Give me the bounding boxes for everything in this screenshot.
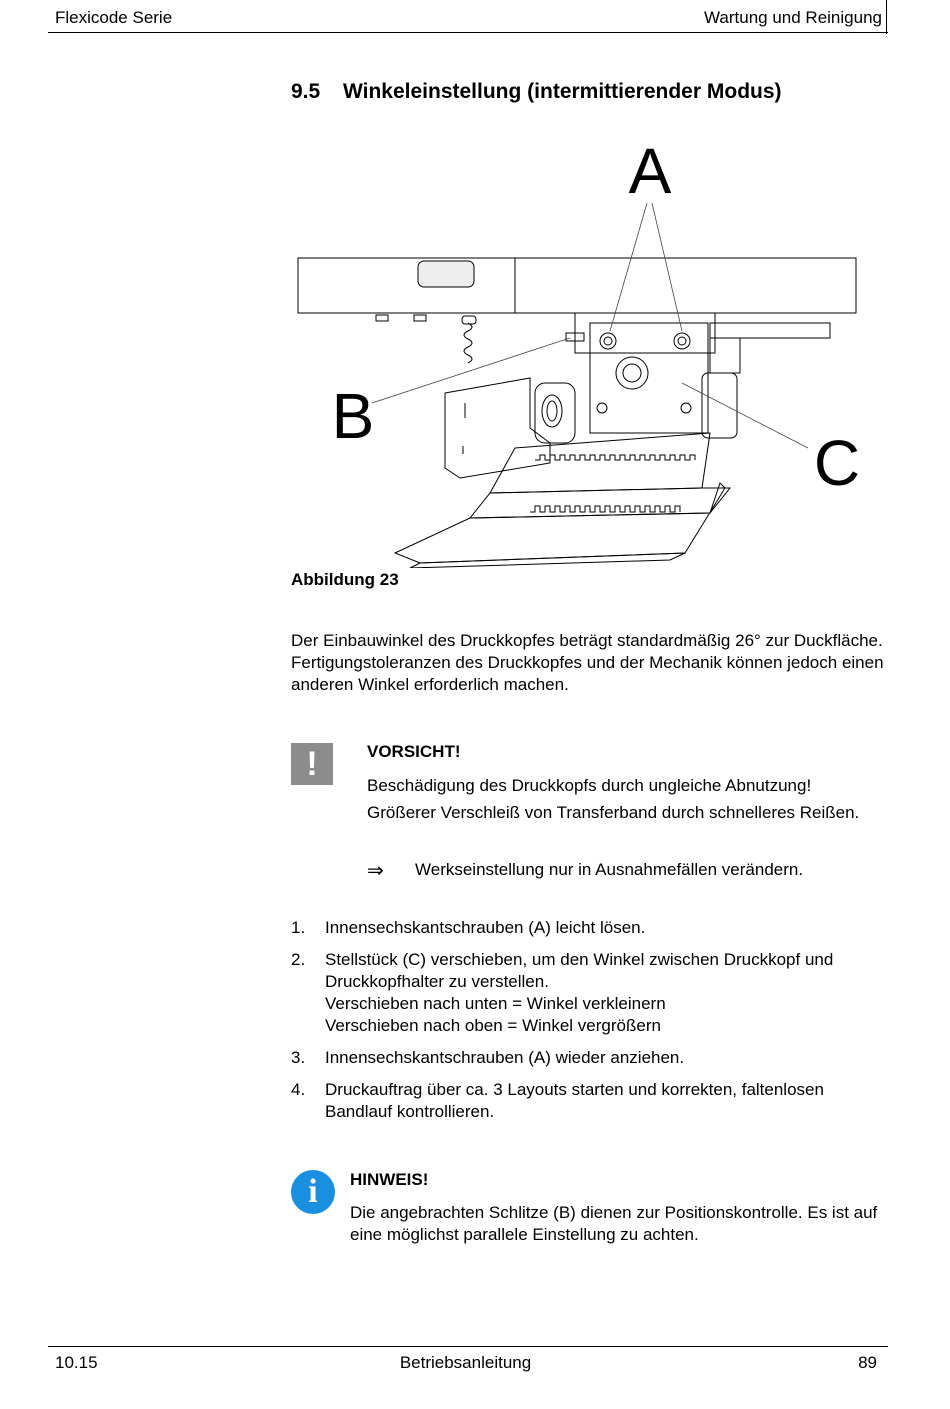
- step-text: Druckauftrag über ca. 3 Layouts starten und korrekten, faltenlosen Bandlauf kontrollieren.: [325, 1080, 824, 1121]
- label-c: C: [813, 427, 861, 499]
- hex-screw-left: [600, 333, 616, 349]
- mounting-plate: [298, 258, 856, 313]
- printhead-top: [490, 433, 710, 493]
- note-text: Die angebrachten Schlitze (B) dienen zur Positionskontrolle. Es ist auf eine möglichst parallele Einstellung zu achten.: [350, 1203, 878, 1244]
- header-product: Flexicode Serie: [55, 8, 173, 27]
- header-rule: [48, 32, 888, 33]
- section-heading: [291, 80, 782, 104]
- warning-action: Werkseinstellung nur in Ausnahmefällen verändern.: [415, 860, 804, 879]
- printhead-figure: [290, 128, 890, 568]
- step-number: 1.: [291, 918, 306, 937]
- intro-paragraph: Der Einbauwinkel des Druckkopfes beträgt standardmäßig 26° zur Duckfläche. Fertigungstoleranzen des Druckkopfes und der Mechanik können jedoch einen anderen Winkel erforderlich machen.: [291, 631, 884, 694]
- section-title: Winkeleinstellung (intermittierender Modus): [343, 80, 782, 103]
- hex-screw-right: [674, 333, 690, 349]
- step-item: [291, 949, 891, 1037]
- step-item: [291, 917, 891, 939]
- footer-date: 10.15: [55, 1353, 98, 1372]
- section-number: 9.5: [291, 80, 321, 103]
- step-text: Innensechskantschrauben (A) leicht lösen.: [325, 918, 646, 937]
- step-number: 4.: [291, 1080, 306, 1099]
- footer-page-number: 89: [858, 1353, 877, 1372]
- warning-text-1: Beschädigung des Druckkopfs durch ungleiche Abnutzung!: [367, 776, 812, 795]
- step-item: [291, 1047, 891, 1069]
- info-icon: i: [291, 1170, 335, 1214]
- step-text: Innensechskantschrauben (A) wieder anziehen.: [325, 1048, 685, 1067]
- warning-text-2: Größerer Verschleiß von Transferband durch schnelleres Reißen.: [367, 803, 860, 822]
- note-title: HINWEIS!: [350, 1170, 429, 1189]
- warning-icon: !: [291, 743, 333, 785]
- footer-doc-title: Betriebsanleitung: [399, 1353, 532, 1372]
- step-text: Stellstück (C) verschieben, um den Winkel zwischen Druckkopf und Druckkopfhalter zu verstellen. Verschieben nach unten = Winkel verkleinern Verschieben nach oben = Winkel vergrößern: [325, 950, 834, 1035]
- footer-rule: [48, 1346, 888, 1347]
- step-item: [291, 1079, 891, 1123]
- header-rule-vertical: [886, 0, 887, 34]
- label-b: B: [331, 380, 375, 452]
- step-list: [291, 917, 891, 1133]
- figure-caption: Abbildung 23: [291, 570, 399, 589]
- arrow-right-icon: ⇒: [367, 860, 384, 882]
- label-a: A: [628, 135, 672, 207]
- warning-title: VORSICHT!: [367, 742, 461, 761]
- step-number: 2.: [291, 950, 306, 969]
- printhead-body: [395, 483, 725, 563]
- step-number: 3.: [291, 1048, 306, 1067]
- header-chapter: Wartung und Reinigung: [704, 8, 882, 27]
